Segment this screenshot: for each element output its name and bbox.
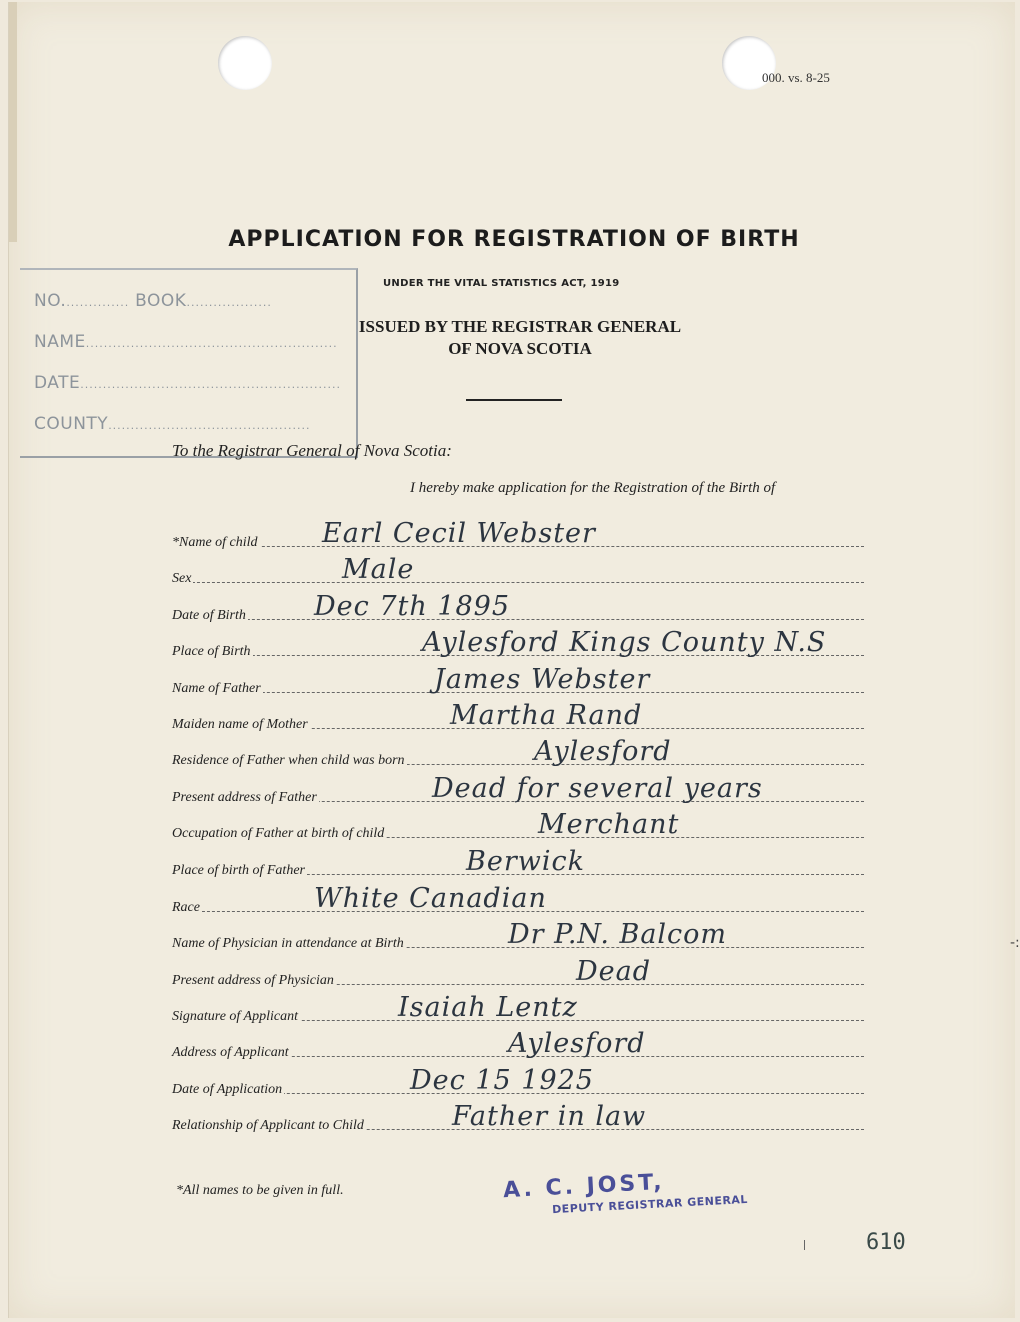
field-date-of-birth — [172, 591, 864, 624]
stamp-county-row: COUNTY............................................. — [34, 414, 311, 434]
field-label: Place of birth of Father — [172, 863, 305, 878]
field-race — [172, 883, 864, 916]
field-present-address-of-father — [172, 773, 864, 806]
field-value: Dec 7th 1895 — [314, 591, 511, 622]
stamp-date-row: DATE.......................................................... — [34, 373, 342, 393]
field-label: Sex — [172, 571, 192, 586]
document-subtitle: UNDER THE VITAL STATISTICS ACT, 1919 — [383, 278, 620, 289]
field-label: Present address of Father — [172, 790, 317, 805]
binding-strip — [9, 2, 17, 242]
edge-mark: -: — [1010, 935, 1020, 951]
field-value: James Webster — [434, 664, 651, 695]
stamp-name-row: NAME........................................................ — [34, 332, 338, 352]
field-residence-of-father — [172, 736, 864, 769]
field-value: Isaiah Lentz — [398, 992, 578, 1023]
field-label: Address of Applicant — [172, 1045, 289, 1060]
field-sex — [172, 554, 864, 587]
stamp-county-label: COUNTY — [34, 414, 109, 434]
field-label: Place of Birth — [172, 644, 251, 659]
registrar-stamp-name: A. C. JOST, — [502, 1169, 666, 1204]
field-label: Race — [172, 900, 200, 915]
field-value: White Canadian — [314, 883, 547, 914]
stamp-no-row: NO............... BOOK................... — [34, 291, 272, 311]
stamp-date-label: DATE — [34, 373, 81, 393]
field-label: Name of Father — [172, 681, 261, 696]
field-present-address-of-physician — [172, 956, 864, 989]
field-relationship-of-applicant — [172, 1101, 864, 1134]
field-place-of-birth — [172, 627, 864, 660]
field-place-of-birth-of-father — [172, 846, 864, 879]
field-value: Aylesford Kings County N.S — [422, 627, 827, 658]
field-value: Earl Cecil Webster — [322, 518, 596, 549]
field-name-of-father — [172, 664, 864, 697]
field-value: Dec 15 1925 — [410, 1065, 594, 1096]
field-label: Name of Physician in attendance at Birth — [172, 936, 404, 951]
field-value: Father in law — [452, 1101, 647, 1132]
issued-line-1: ISSUED BY THE REGISTRAR GENERAL — [358, 317, 682, 336]
field-maiden-name-of-mother — [172, 700, 864, 733]
document-title: APPLICATION FOR REGISTRATION OF BIRTH — [228, 227, 800, 252]
field-label: *Name of child — [172, 535, 258, 550]
field-date-of-application — [172, 1065, 864, 1098]
field-label: Present address of Physician — [172, 973, 334, 988]
field-signature-of-applicant — [172, 992, 864, 1025]
serial-number: 610 — [866, 1230, 906, 1255]
field-value: Merchant — [538, 809, 680, 840]
stamp-name-label: NAME — [34, 332, 86, 352]
field-value: Dead for several years — [432, 773, 763, 804]
field-label: Date of Birth — [172, 608, 246, 623]
application-intro: I hereby make application for the Registration of the Birth of — [410, 480, 776, 496]
field-occupation-of-father — [172, 809, 864, 842]
registrar-stamp-title: DEPUTY REGISTRAR GENERAL — [551, 1192, 749, 1217]
field-value: Male — [342, 554, 415, 585]
issued-line-2: OF NOVA SCOTIA — [448, 339, 592, 358]
field-value: Aylesford — [508, 1028, 646, 1059]
field-label: Maiden name of Mother — [172, 717, 308, 732]
field-label: Occupation of Father at birth of child — [172, 826, 385, 841]
field-label: Date of Application — [172, 1082, 283, 1097]
title-rule — [466, 399, 562, 401]
field-label: Signature of Applicant — [172, 1009, 298, 1024]
field-label: Relationship of Applicant to Child — [172, 1118, 364, 1133]
form-number: 000. vs. 8-25 — [762, 70, 830, 85]
field-label: Residence of Father when child was born — [172, 753, 405, 768]
field-value: Berwick — [466, 846, 585, 877]
field-name-of-child — [172, 518, 864, 551]
field-value: Dr P.N. Balcom — [508, 919, 728, 950]
footnote: *All names to be given in full. — [176, 1183, 344, 1198]
field-name-of-physician — [172, 919, 864, 952]
punch-hole-left — [218, 36, 272, 90]
field-value: Dead — [576, 956, 652, 987]
pen-mark — [804, 1240, 805, 1250]
field-value: Aylesford — [534, 736, 672, 767]
stamp-no-label: NO. — [34, 291, 67, 311]
field-value: Martha Rand — [450, 700, 643, 731]
stamp-book-label: BOOK — [135, 291, 187, 311]
salutation: To the Registrar General of Nova Scotia: — [172, 441, 452, 460]
field-address-of-applicant — [172, 1028, 864, 1061]
